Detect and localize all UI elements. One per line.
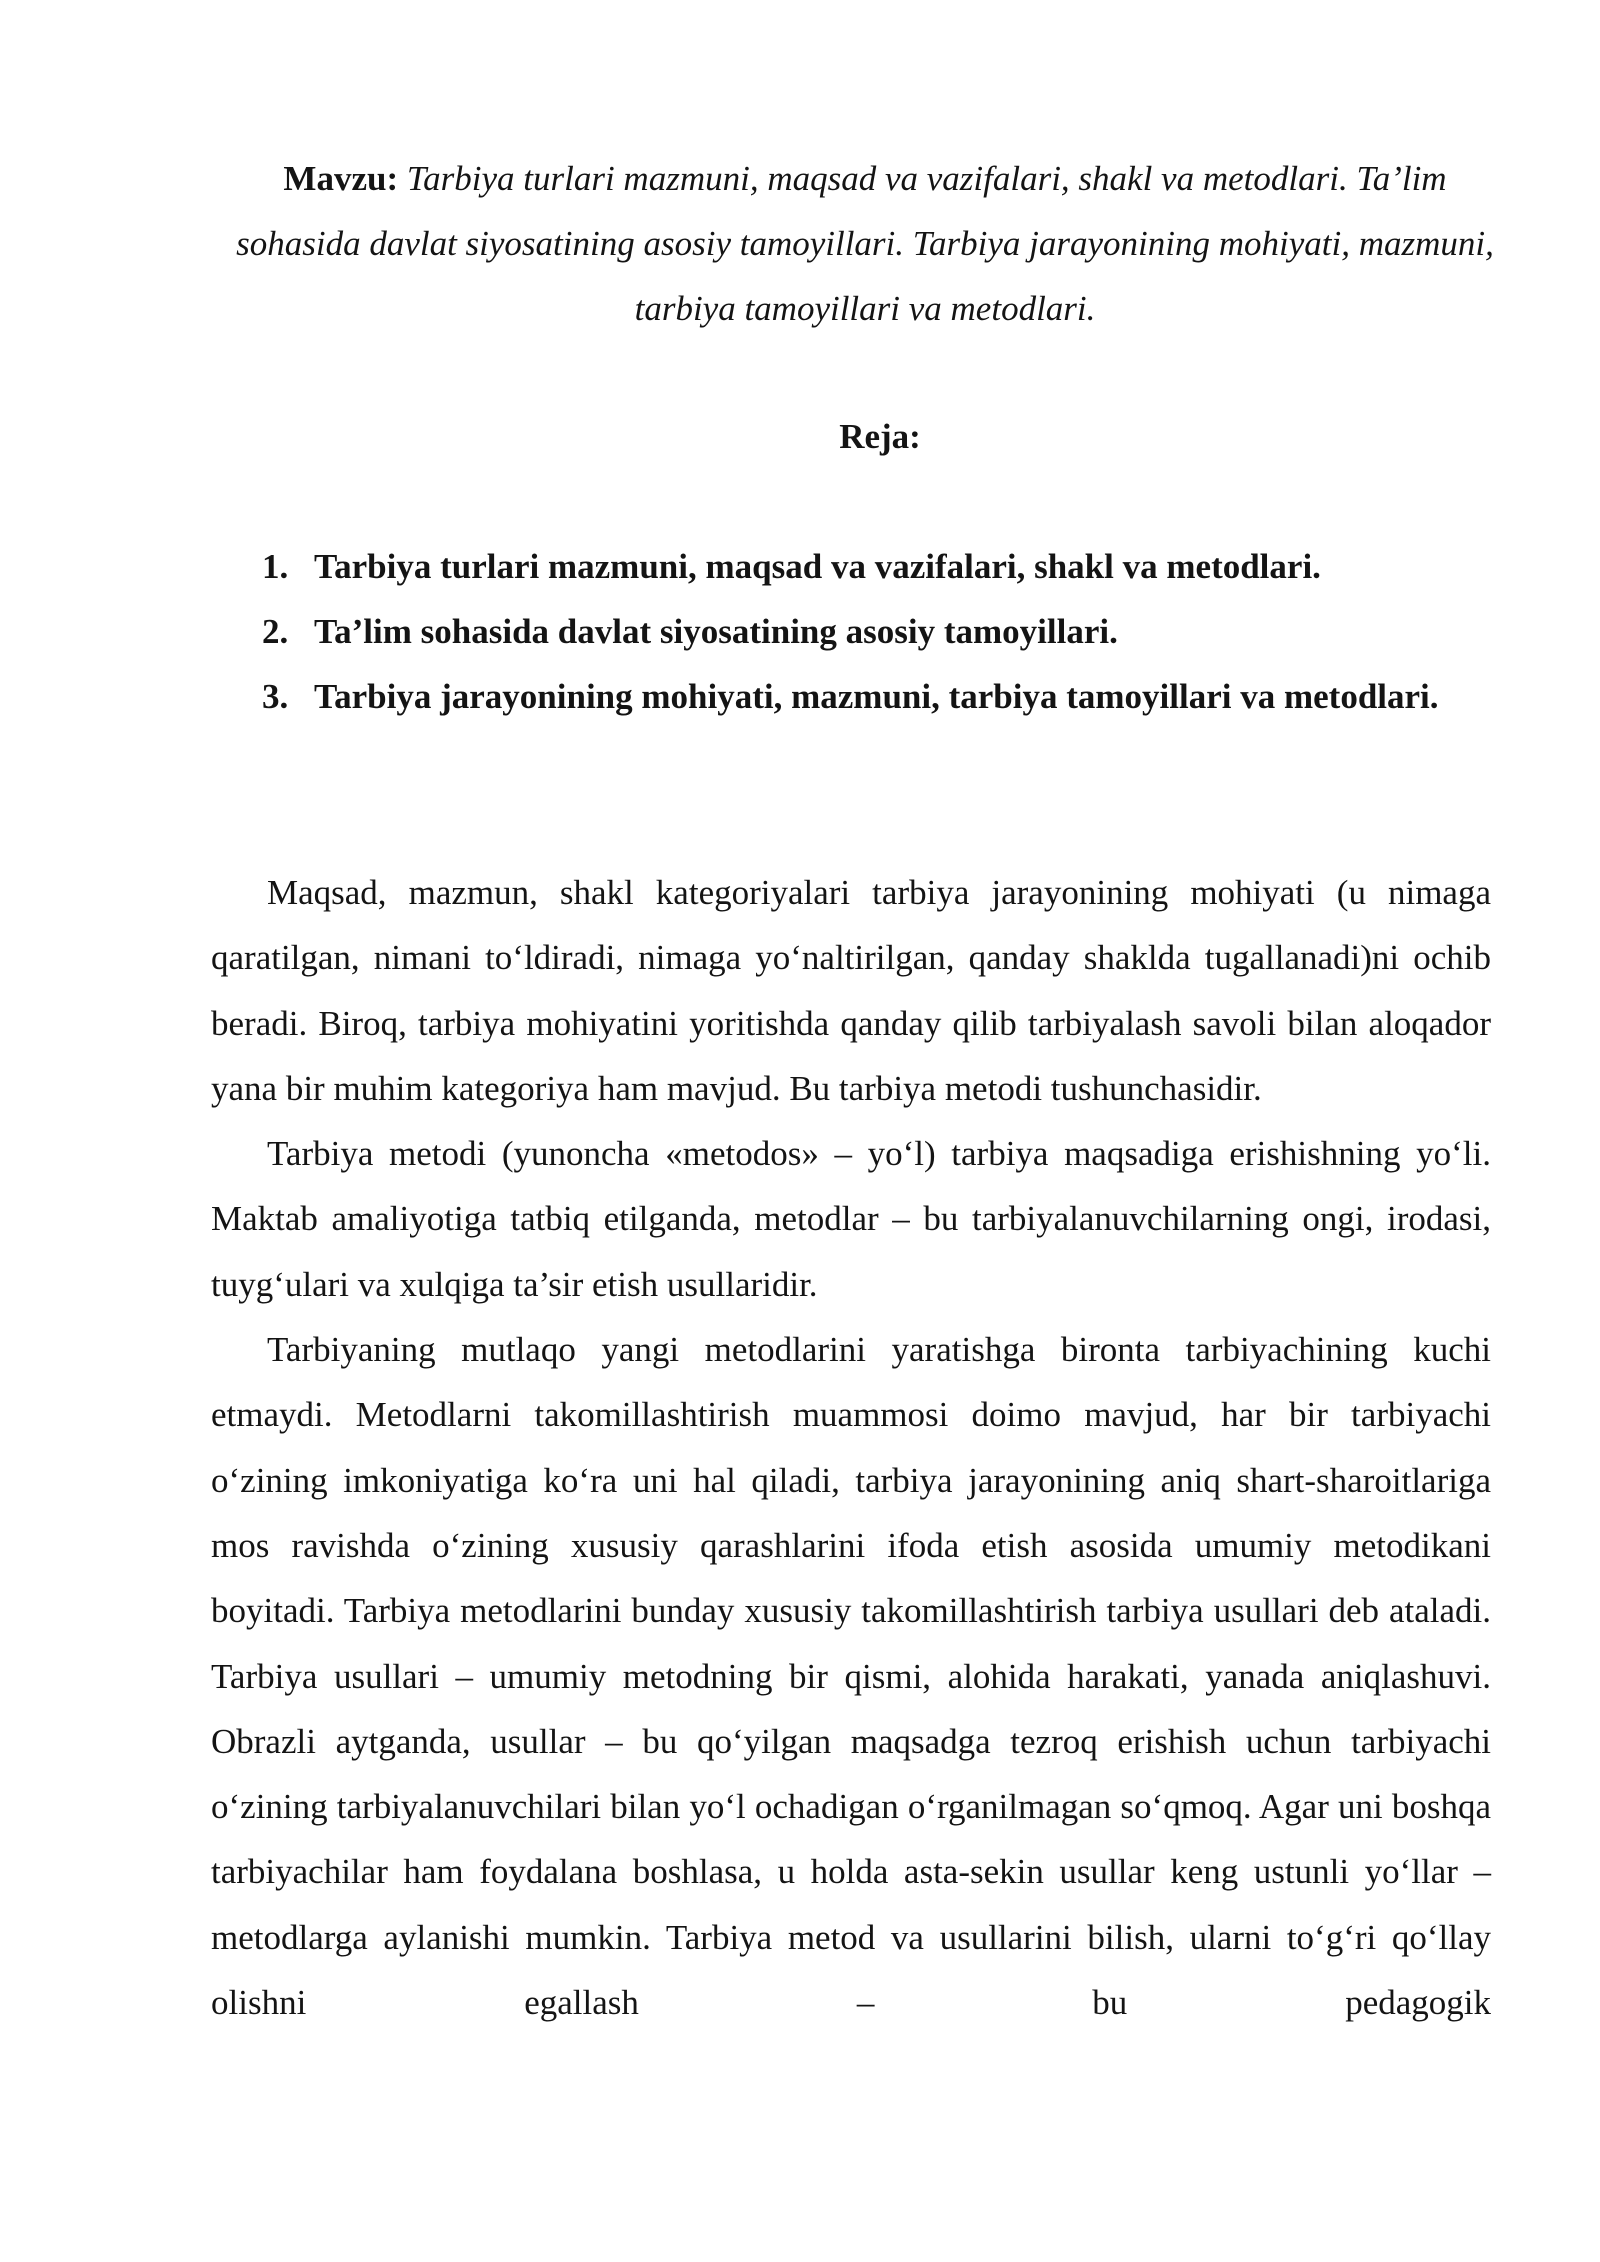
paragraph: Tarbiyaning mutlaqo yangi metodlarini yaratishga bironta tarbiyachining kuchi etmaydi. Metodlarni takomillashtirish muammosi doimo mavjud, har bir tarbiyachi o‘zining imkoniyatiga ko‘ra uni hal qiladi, tarbiya jarayonining aniq shart-sharoitlariga mos ravishda o‘zining xususiy qarashlarini ifoda etish asosida umumiy metodikani boyitadi. Tarbiya metodlarini bunday xususiy takomillashtirish tarbiya usullari deb ataladi. Tarbiya usullari – umumiy metodning bir qismi, alohida harakati, yanada aniqlashuvi. Obrazli aytganda, usullar – bu qo‘yilgan maqsadga tezroq erishish uchun tarbiyachi o‘zining tarbiyalanuvchilari bilan yo‘l ochadigan o‘rganilmagan so‘qmoq. Agar uni boshqa tarbiyachilar ham foydalana boshlasa, u holda asta-sekin usullar keng ustunli yo‘llar – metodlarga aylanishi mumkin. Tarbiya metod va usullarini bilish, ularni to‘g‘ri qo‘llay olishni egallash – bu pedagogik bbox=[211, 1330, 1491, 2023]
plan-item-text: Tarbiya jarayonining mohiyati, mazmuni, tarbiya tamoyillari va metodlari. bbox=[314, 677, 1439, 716]
topic-text: Tarbiya turlari mazmuni, maqsad va vazifalari, shakl va metodlari. Ta’lim sohasida davlat siyosatining asosiy tamoyillari. Tarbiya jarayonining mohiyati, mazmuni, tarbiya tamoyillari va metodlari. bbox=[236, 159, 1494, 328]
plan-item bbox=[262, 599, 1490, 664]
body-text bbox=[211, 860, 1491, 2035]
topic-block bbox=[230, 146, 1500, 341]
plan-item-text: Tarbiya turlari mazmuni, maqsad va vazifalari, shakl va metodlari. bbox=[314, 547, 1321, 586]
plan-item-number: 2. bbox=[262, 612, 289, 651]
plan-item bbox=[262, 664, 1490, 729]
plan-item-text: Ta’lim sohasida davlat siyosatining asosiy tamoyillari. bbox=[314, 612, 1118, 651]
paragraph: Tarbiya metodi (yunoncha «metodos» – yo‘l) tarbiya maqsadiga erishishning yo‘li. Maktab amaliyotiga tatbiq etilganda, metodlar – bu tarbiyalanuvchilarning ongi, irodasi, tuyg‘ulari va xulqiga ta’sir etish usullaridir. bbox=[211, 1134, 1491, 1304]
topic-label: Mavzu: bbox=[283, 159, 399, 198]
plan-item-number: 3. bbox=[262, 677, 289, 716]
plan-item-number: 1. bbox=[262, 547, 289, 586]
paragraph: Maqsad, mazmun, shakl kategoriyalari tarbiya jarayonining mohiyati (u nimaga qaratilgan, nimani to‘ldiradi, nimaga yo‘naltirilgan, qanday shaklda tugallanadi)ni ochib beradi. Biroq, tarbiya mohiyatini yoritishda qanday qilib tarbiyalash savoli bilan aloqador yana bir muhim kategoriya ham mavjud. Bu tarbiya metodi tushunchasidir. bbox=[211, 873, 1491, 1108]
plan-heading: Reja: bbox=[839, 417, 921, 456]
plan-item bbox=[262, 534, 1490, 599]
plan-list bbox=[262, 534, 1490, 729]
